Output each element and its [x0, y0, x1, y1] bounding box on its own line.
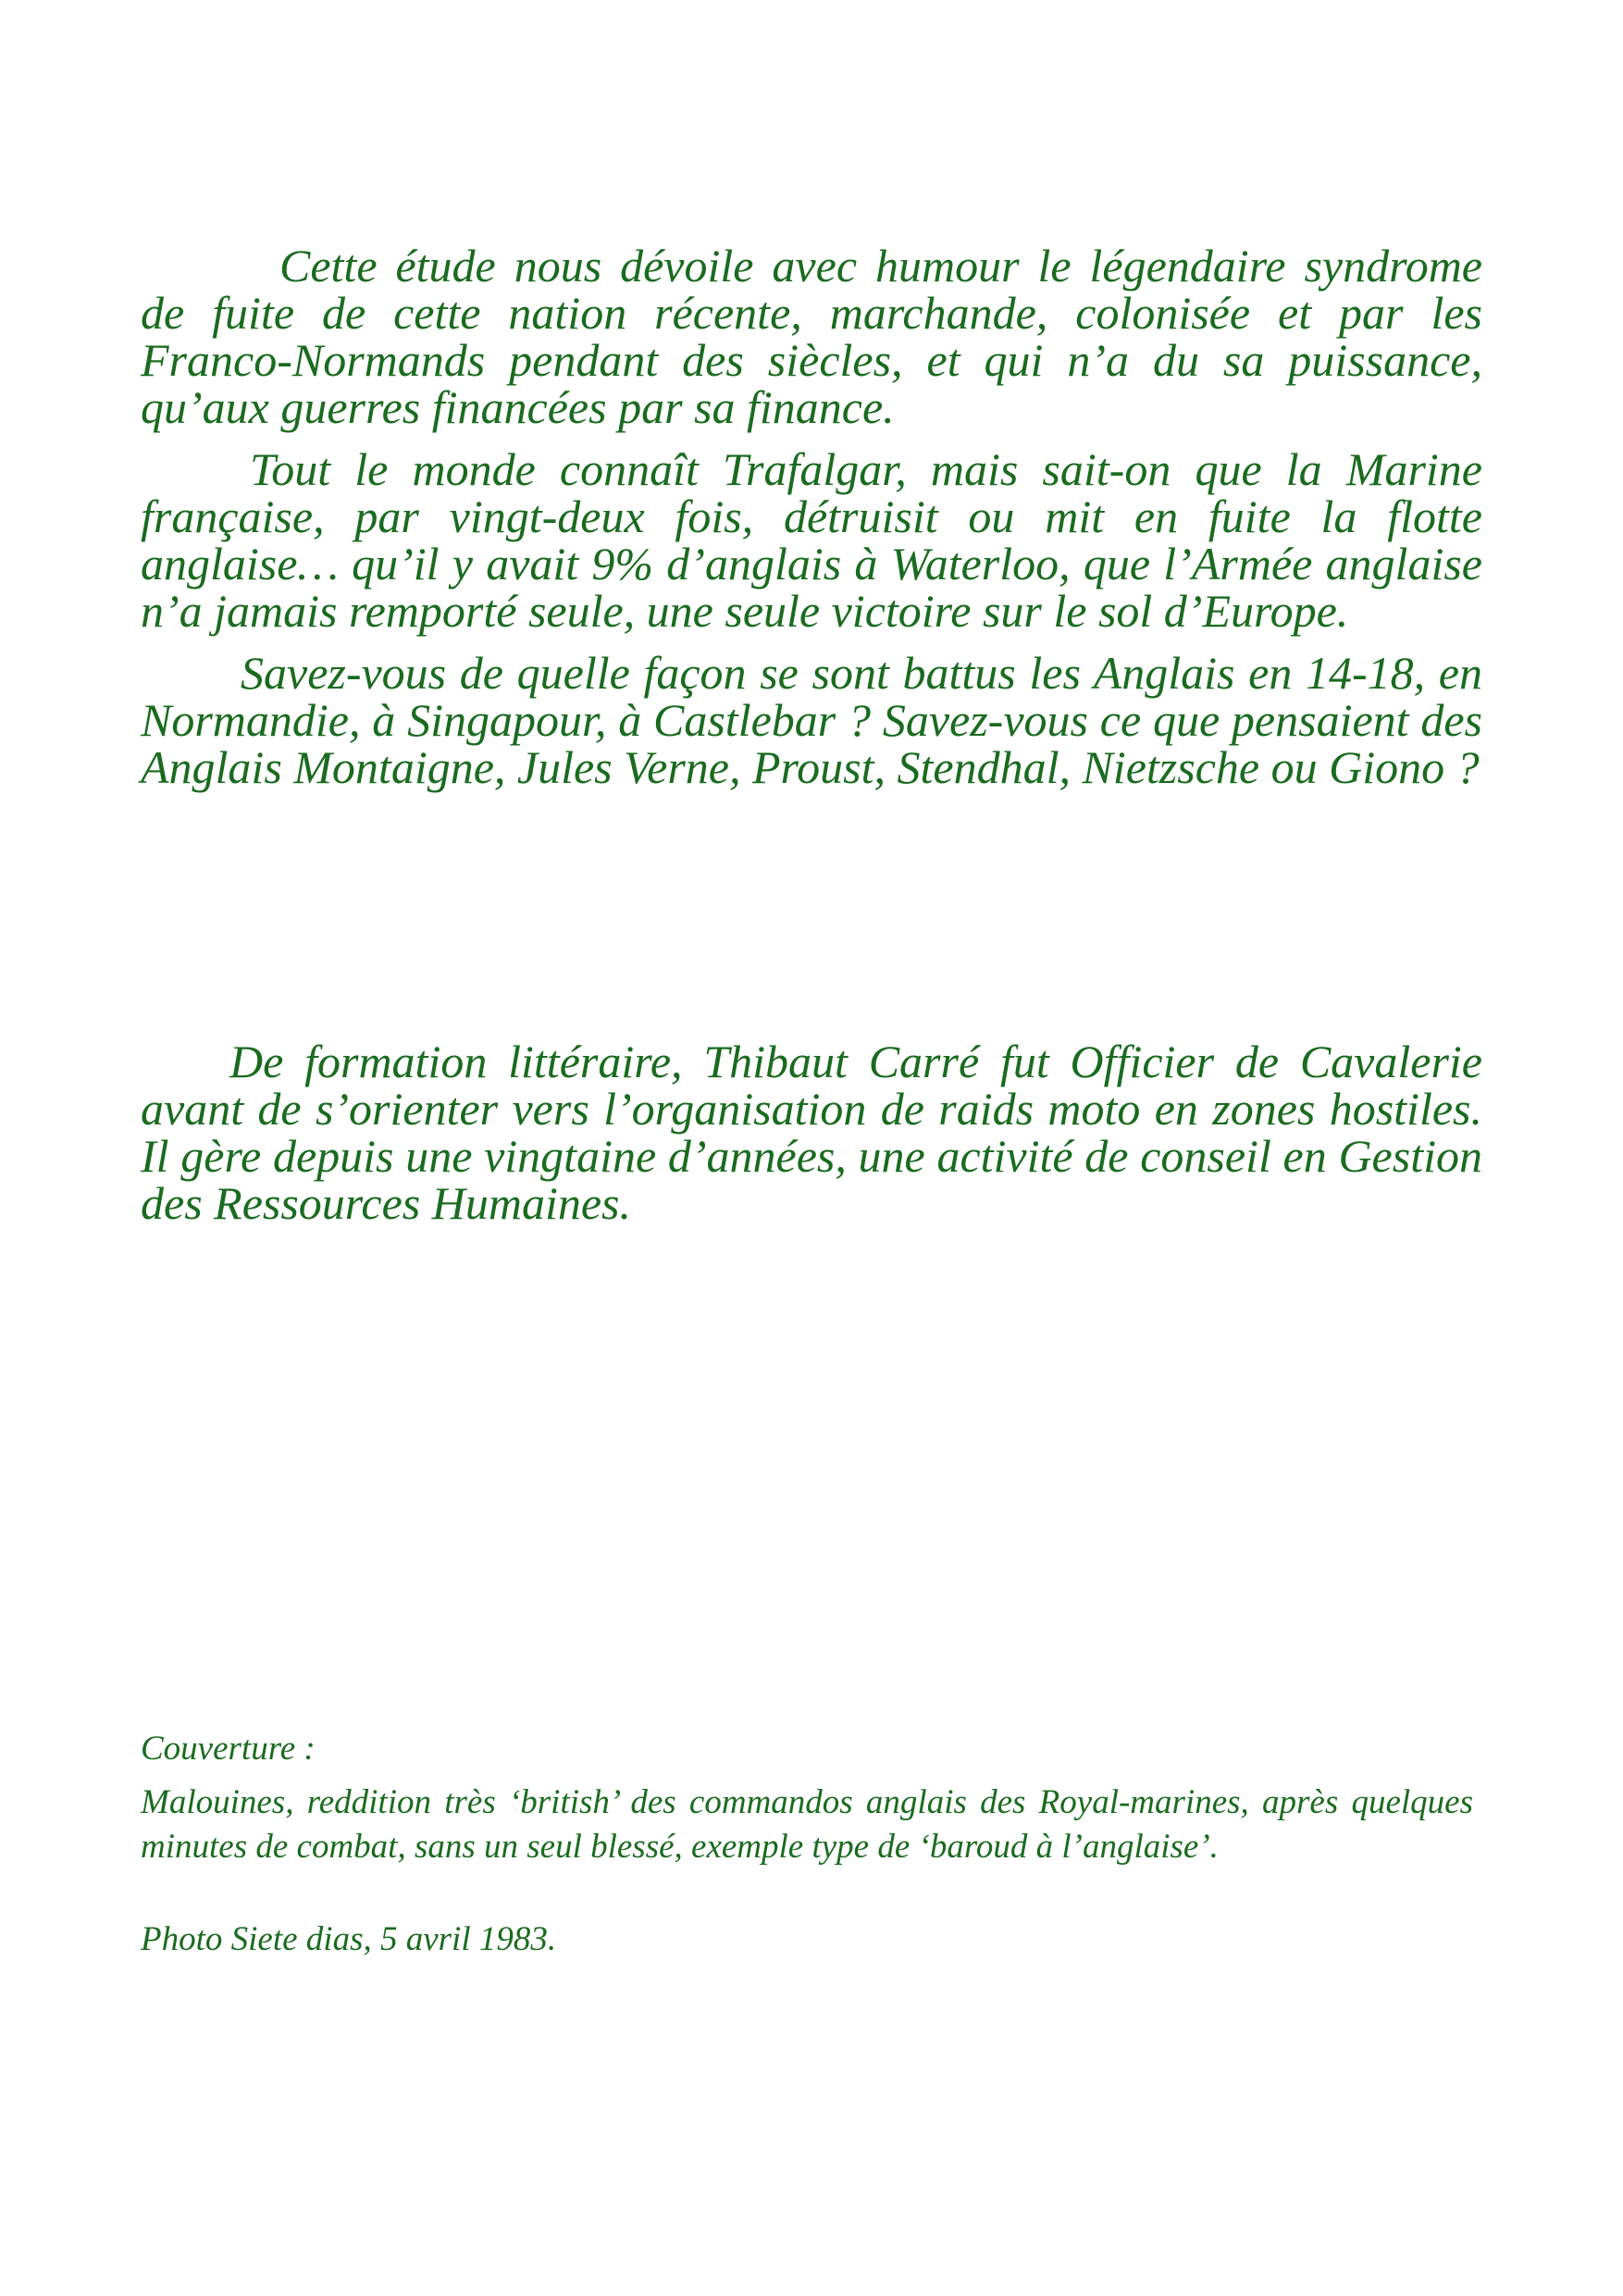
author-bio-paragraph: De formation littéraire, Thibaut Carré fut Officier de Cavalerie avant de s’orienter vers l’organisation de raids moto en zones hostiles. Il gère depuis une vingtaine d’années, une activité de conseil en Gestion des Ressources Humaines.	[141, 1036, 1482, 1229]
summary-paragraph-1: Cette étude nous dévoile avec humour le légendaire syndrome de fuite de cette nation récente, marchande, colonisée et par les Franco-Normands pendant des siècles, et qui n’a du sa puissance, qu’aux guerres financées par sa finance.	[141, 240, 1482, 433]
cover-description: Malouines, reddition très ‘british’ des commandos anglais des Royal-marines, après quelques minutes de combat, sans un seul blessé, exemple type de ‘baroud à l’anglaise’.	[141, 1783, 1473, 1866]
author-bio	[141, 1038, 1482, 1227]
cover-credit-block	[141, 1727, 1473, 1962]
cover-label: Couverture :	[141, 1730, 316, 1768]
summary-paragraph-3: Savez-vous de quelle façon se sont battus les Anglais en 14-18, en Normandie, à Singapour, à Castlebar ? Savez-vous ce que pensaient des Anglais Montaigne, Jules Verne, Proust, Stendhal, Nietzsche ou Giono ?	[141, 647, 1482, 793]
photo-credit: Photo Siete dias, 5 avril 1983.	[141, 1920, 557, 1958]
summary-paragraph-2: Tout le monde connaît Trafalgar, mais sait-on que la Marine française, par vingt-deux fois, détruisit ou mit en fuite la flotte anglaise… qu’il y avait 9% d’anglais à Waterloo, que l’Armée anglaise n’a jamais remporté seule, une seule victoire sur le sol d’Europe.	[141, 443, 1482, 637]
summary-text	[141, 242, 1482, 791]
